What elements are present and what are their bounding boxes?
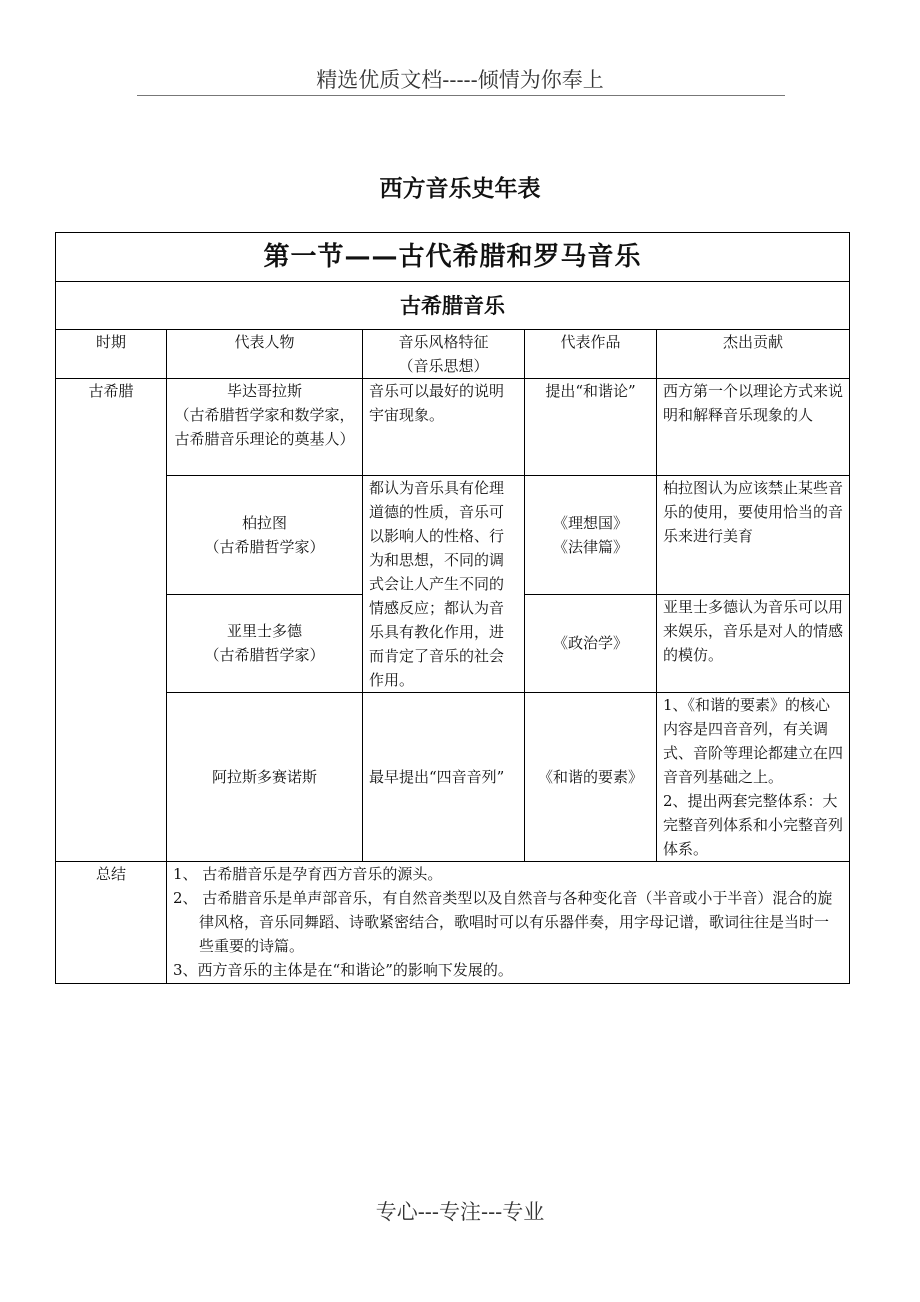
- figure-cell: [167, 379, 363, 476]
- summary-row: [56, 862, 850, 984]
- works-cell: 提出“和谐论”: [525, 379, 657, 476]
- summary-item: 3、西方音乐的主体是在“和谐论”的影响下发展的。: [173, 961, 513, 979]
- table-row: [56, 476, 850, 595]
- contribution-cell: 西方第一个以理论方式来说明和解释音乐现象的人: [657, 379, 850, 476]
- contribution-cell: 柏拉图认为应该禁止某些音乐的使用，要使用恰当的音乐来进行美育: [657, 476, 850, 595]
- figure-description: （古希腊哲学家）: [204, 537, 325, 556]
- period-cell: 古希腊: [56, 379, 167, 862]
- table-row: [56, 693, 850, 862]
- works-cell: 《政治学》: [525, 594, 657, 692]
- section-title: 第一节——古代希腊和罗马音乐: [56, 233, 850, 282]
- figure-name: 亚里士多德: [226, 622, 302, 641]
- table-row: [56, 379, 850, 476]
- contribution-cell: 亚里士多德认为音乐可以用来娱乐，音乐是对人的情感的模仿。: [657, 594, 850, 692]
- figure-name: 阿拉斯多赛诺斯: [211, 768, 317, 786]
- summary-item: 2、 古希腊音乐是单声部音乐，有自然音类型以及自然音与各种变化音（半音或小于半音）混合的旋律风格，音乐同舞蹈、诗歌紧密结合，歌唱时可以有乐器伴奏，用字母记谱，歌词往往是当时一些重要的诗篇。: [173, 889, 833, 955]
- subsection-title: 古希腊音乐: [56, 282, 850, 330]
- page-header: 精选优质文档-----倾情为你奉上: [316, 68, 604, 92]
- shared-style-cell: 都认为音乐具有伦理道德的性质，音乐可以影响人的性格、行为和思想，不同的调式会让人产生不同的情感反应；都认为音乐具有教化作用，进而肯定了音乐的社会作用。: [363, 476, 525, 693]
- contribution-cell: [657, 693, 850, 862]
- document-title: 西方音乐史年表: [379, 175, 541, 202]
- works-line: 《法律篇》: [552, 537, 628, 556]
- works-cell: [525, 476, 657, 595]
- figure-cell: [167, 594, 363, 692]
- figure-description: （古希腊哲学家和数学家，古希腊音乐理论的奠基人）: [174, 406, 355, 448]
- column-header-style-line2: （音乐思想）: [398, 357, 489, 375]
- summary-item: 1、 古希腊音乐是孕育西方音乐的源头。: [173, 865, 443, 883]
- figure-cell: [167, 693, 363, 862]
- column-header-style-line1: 音乐风格特征: [398, 333, 489, 351]
- column-header-works: 代表作品: [525, 330, 657, 379]
- summary-label: 总结: [56, 862, 167, 984]
- history-table: [55, 232, 850, 984]
- figure-name: 柏拉图: [241, 513, 287, 532]
- contribution-point: 1、《和谐的要素》的核心内容是四音音列，有关调式、音阶等理论都建立在四音音列基础之上。: [663, 696, 844, 786]
- works-cell: 《和谐的要素》: [525, 693, 657, 862]
- style-cell: 音乐可以最好的说明宇宙现象。: [363, 379, 525, 476]
- contribution-point: 2、提出两套完整体系：大完整音列体系和小完整音列体系。: [663, 792, 844, 858]
- figure-name: 毕达哥拉斯: [226, 382, 302, 400]
- works-line: 《理想国》: [552, 513, 628, 532]
- figure-cell: [167, 476, 363, 595]
- column-header-period: 时期: [56, 330, 167, 379]
- figure-description: （古希腊哲学家）: [204, 646, 325, 665]
- page-footer: 专心---专注---专业: [375, 1200, 545, 1224]
- summary-list: [173, 862, 843, 982]
- header-divider: [137, 95, 785, 96]
- table-header-row: [56, 330, 850, 379]
- column-header-contribution: 杰出贡献: [657, 330, 850, 379]
- column-header-style: [363, 330, 525, 379]
- column-header-figure: 代表人物: [167, 330, 363, 379]
- summary-content: [167, 862, 850, 984]
- style-cell: 最早提出“四音音列”: [363, 693, 525, 862]
